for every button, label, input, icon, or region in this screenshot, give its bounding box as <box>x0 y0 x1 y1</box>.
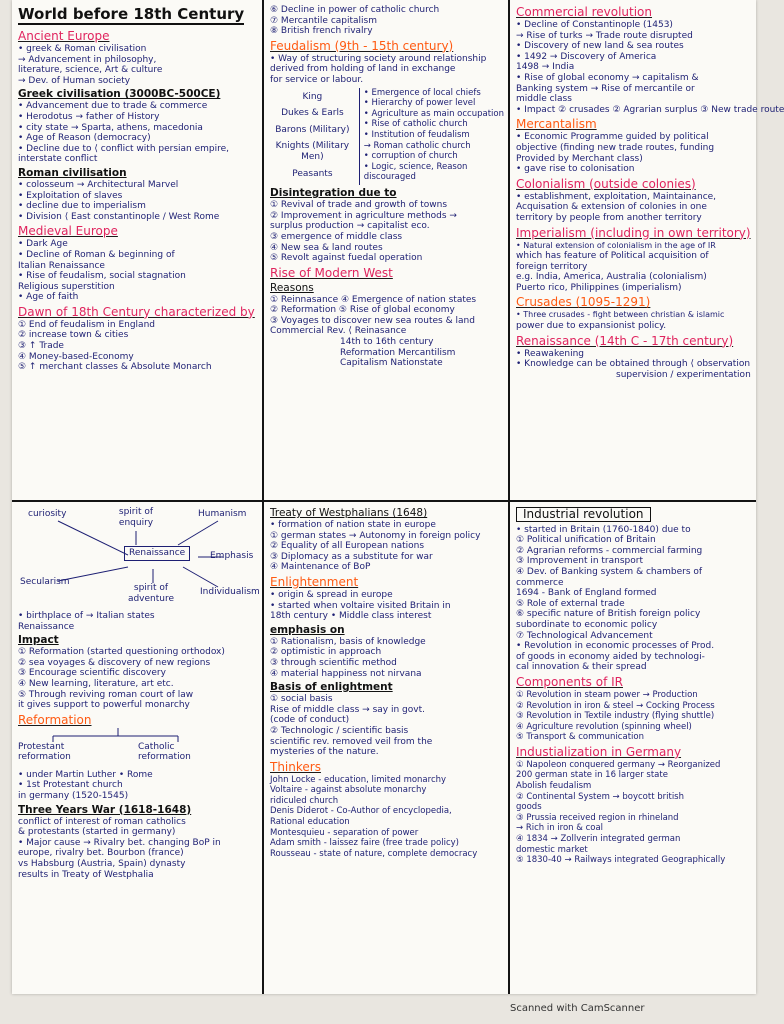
list-item: • Age of faith <box>18 292 79 303</box>
list-item: ④ 1834 → Zollverin integrated german <box>516 834 681 845</box>
list-item: goods <box>516 802 542 813</box>
list-colonialism <box>516 192 752 224</box>
list-item: ① Napoleon conquered germany → Reorganized <box>516 759 721 770</box>
list-item: e.g. India, America, Australia (colonialism) <box>516 272 707 283</box>
list-industrialization-germany <box>516 760 752 866</box>
heading-basis-of-enlightenment: Basis of enlightment <box>270 681 393 694</box>
list-item: • Institution of feudalism <box>363 129 470 140</box>
list-item: objective (finding new trade routes, funding <box>516 142 715 153</box>
pyramid-level: King <box>302 91 323 102</box>
pyramid-level: Knights (Military Men) <box>275 141 350 162</box>
list-item: • corruption of church <box>363 151 458 162</box>
heading-rise-of-modern-west: Rise of Modern West <box>270 265 393 280</box>
list-item: ② increase town & cities <box>18 330 129 341</box>
list-item: ① End of feudalism in England <box>18 319 155 330</box>
subheading-reasons: Reasons <box>270 281 314 294</box>
list-item: & protestants (started in germany) <box>18 827 176 838</box>
list-item: Adam smith - laissez faire (free trade policy) <box>270 838 459 849</box>
heading-renaissance: Renaissance (14th C - 17th century) <box>516 333 734 348</box>
list-item: ④ Money-based-Economy <box>18 351 134 362</box>
list-dawn-18th-century <box>18 320 258 373</box>
list-item: • Agriculture as main occupation <box>363 108 504 119</box>
feudal-pyramid <box>270 88 360 186</box>
list-item: ② sea voyages & discovery of new regions <box>18 657 211 668</box>
list-renaissance <box>516 349 752 381</box>
heading-commercial-revolution: Commercial revolution <box>516 5 653 19</box>
list-item: Abolish feudalism <box>516 781 592 792</box>
list-item: • Division ⟨ East constantinople / West Rome <box>18 211 220 222</box>
list-item: 18th century • Middle class interest <box>270 611 432 622</box>
list-item: ② optimistic in approach <box>270 647 382 658</box>
list-item: • Rise of catholic church <box>363 119 468 130</box>
list-item: mysteries of the nature. <box>270 747 379 758</box>
list-item: • decline due to imperialism <box>18 201 146 212</box>
panel-bottom-middle <box>264 502 508 994</box>
heading-imperialism: Imperialism (including in own territory) <box>516 225 751 240</box>
tree-branch: Catholic reformation <box>138 741 191 763</box>
list-item: 1498 → India <box>516 62 575 73</box>
list-item: • colosseum → Architectural Marvel <box>18 179 179 190</box>
list-emphasis-on <box>270 637 504 679</box>
word-map-center: Renaissance <box>124 546 190 561</box>
list-item: → Dev. of Human society <box>18 75 131 86</box>
list-crusades <box>516 310 752 331</box>
list-item: ⑤ Revolt against fuedal operation <box>270 253 423 264</box>
list-item: Rise of middle class → say in govt. <box>270 704 425 715</box>
list-item: ④ Dev. of Banking system & chambers of <box>516 566 703 577</box>
list-item: • Major cause → Rivalry bet. changing BoP in <box>18 837 221 848</box>
list-item: ③ Encourage scientific discovery <box>18 668 166 679</box>
list-item: it gives support to powerful monarchy <box>18 700 190 711</box>
list-item: • origin & spread in europe <box>270 589 393 600</box>
list-item: • Natural extension of colonialism in the age of IR <box>516 240 716 250</box>
list-item: ⑧ British french rivalry <box>270 26 373 37</box>
list-item: scientific rev. removed veil from the <box>270 736 433 747</box>
list-disintegration <box>270 200 504 264</box>
word-map-item: Individualism <box>200 587 260 597</box>
list-item: foreign territory <box>516 261 588 272</box>
list-item: derived from holding of land in exchange <box>270 64 456 75</box>
tree-branch: Protestant reformation <box>18 741 71 763</box>
list-ancient-europe <box>18 44 258 86</box>
pyramid-level: Dukes & Earls <box>281 108 344 119</box>
heading-emphasis-on: emphasis on <box>270 623 345 636</box>
heading-reformation: Reformation <box>18 712 92 727</box>
list-item: ③ emergence of middle class <box>270 231 403 242</box>
list-item: ③ Voyages to discover new sea routes & land <box>270 315 475 326</box>
list-item: commerce <box>516 577 564 588</box>
heading-ancient-europe: Ancient Europe <box>18 29 110 43</box>
list-feudalism <box>270 54 504 86</box>
list-item: ① Political unification of Britain <box>516 535 656 546</box>
heading-colonialism: Colonialism (outside colonies) <box>516 176 696 191</box>
word-map-item: curiosity <box>28 509 67 519</box>
scan-watermark: Scanned with CamScanner <box>510 1003 645 1014</box>
list-renaissance-birthplace <box>18 611 258 632</box>
list-item: which has feature of Political acquisition of <box>516 251 709 262</box>
list-item: • Dark Age <box>18 239 68 250</box>
list-item: supervision / experimentation <box>616 369 751 380</box>
list-item: ⑦ Technological Advancement <box>516 630 653 641</box>
list-item: Italian Renaissance <box>18 260 105 271</box>
heading-medieval-europe: Medieval Europe <box>18 224 118 239</box>
list-dawn-continued <box>270 5 504 37</box>
list-item: • Advancement due to trade & commerce <box>18 101 208 112</box>
list-item: → Rise of turks → Trade route disrupted <box>516 30 693 41</box>
heading-feudalism: Feudalism (9th - 15th century) <box>270 38 454 53</box>
list-item: ⑤ ↑ merchant classes & Absolute Monarch <box>18 362 212 373</box>
list-item: • started when voltaire visited Britain in <box>270 600 451 611</box>
list-item: ⑥ Decline in power of catholic church <box>270 5 440 15</box>
list-item: • establishment, exploitation, Maintainance, <box>516 191 717 202</box>
list-item: surplus production → capitalist eco. <box>270 221 430 232</box>
reformation-tree <box>18 728 258 764</box>
list-basis-of-enlightenment <box>270 694 504 758</box>
list-item: Acquisation & extension of colonies in one <box>516 202 707 213</box>
list-enlightenment <box>270 590 504 622</box>
list-item: Reformation Mercantilism <box>340 347 456 358</box>
list-item: • greek & Roman civilisation <box>18 44 147 54</box>
list-item: discouraged <box>363 172 416 183</box>
list-item: interstate conflict <box>18 154 98 165</box>
heading-disintegration: Disintegration due to <box>270 187 397 200</box>
list-industrial-revolution <box>516 525 752 673</box>
list-item: ④ New learning, literature, art etc. <box>18 678 174 689</box>
list-item: • Impact ② crusades ② Agrarian surplus ③ New trade route <box>516 104 784 115</box>
heading-three-years-war: Three Years War (1618-1648) <box>18 803 192 816</box>
list-item: • Rise of global economy → capitalism & <box>516 72 699 83</box>
list-item: cal innovation & their spread <box>516 662 647 673</box>
heading-mercantalism: Mercantalism <box>516 117 597 132</box>
list-item: • Way of structuring society around relationship <box>270 53 487 64</box>
list-item: John Locke - education, limited monarchy <box>270 774 447 785</box>
list-item: Commercial Rev. ⟨ Reinasance <box>270 326 407 337</box>
list-item: ① Rationalism, basis of knowledge <box>270 636 426 647</box>
list-item: ① german states → Autonomy in foreign policy <box>270 530 481 541</box>
heading-impact: Impact <box>18 634 59 647</box>
list-item: Capitalism Nationstate <box>340 358 443 369</box>
list-item: Rational education <box>270 817 350 828</box>
list-item: ④ Agriculture revolution (spinning wheel) <box>516 721 692 732</box>
list-item: ② Revolution in iron & steel → Cocking Process <box>516 700 715 711</box>
list-item: • birthplace of → Italian states <box>18 611 155 621</box>
panel-top-middle <box>264 2 508 499</box>
list-item: • Decline of Constantinople (1453) <box>516 20 673 30</box>
list-imperialism <box>516 241 752 294</box>
panel-bottom-right <box>510 502 756 994</box>
pyramid-level: Peasants <box>292 168 333 179</box>
list-item: ① Revival of trade and growth of towns <box>270 200 448 211</box>
list-item: subordinate to economic policy <box>516 619 658 630</box>
renaissance-word-map <box>18 505 258 609</box>
list-item: Puerto rico, Philippines (imperialism) <box>516 282 682 293</box>
list-item: Rousseau - state of nature, complete democracy <box>270 848 478 859</box>
list-item: • under Martin Luther • Rome <box>18 769 153 780</box>
list-greek-civilisation <box>18 101 258 165</box>
list-item: of goods in economy aided by technologi- <box>516 651 705 662</box>
list-item: ④ material happiness not nirvana <box>270 668 422 679</box>
list-item: ⑤ Through reviving roman court of law <box>18 689 194 700</box>
heading-greek-civilisation: Greek civilisation (3000BC-500CE) <box>18 88 221 101</box>
list-item: europe, rivalry bet. Bourbon (france) <box>18 848 184 859</box>
list-item: power due to expansionist policy. <box>516 321 667 332</box>
list-item: conflict of interest of roman catholics <box>18 816 186 827</box>
list-item: ridiculed church <box>270 795 339 806</box>
list-item: ② Continental System → boycott british <box>516 791 684 802</box>
list-treaty-westphalia <box>270 520 504 573</box>
heading-enlightenment: Enlightenment <box>270 574 359 589</box>
list-item: ⑤ Transport & communication <box>516 732 644 743</box>
list-item: • Revolution in economic processes of Prod. <box>516 641 715 652</box>
list-item: in germany (1520-1545) <box>18 790 129 801</box>
list-item: ④ New sea & land routes <box>270 242 383 253</box>
panel-top-left <box>12 2 262 499</box>
heading-industrialization-germany: Industialization in Germany <box>516 744 682 759</box>
list-item: 1694 - Bank of England formed <box>516 588 657 599</box>
list-item: ② Improvement in agriculture methods → <box>270 210 457 221</box>
list-item: • Discovery of new land & sea routes <box>516 41 684 52</box>
list-item: • 1st Protestant church <box>18 780 123 791</box>
list-item: ② Equality of all European nations <box>270 541 425 552</box>
list-medieval-europe <box>18 239 258 303</box>
list-item: • Reawakening <box>516 348 584 359</box>
list-item: ② Technologic / scientific basis <box>270 725 409 736</box>
list-item: • Herodotus → father of History <box>18 111 160 122</box>
pyramid-level: Barons (Military) <box>275 124 350 135</box>
panel-top-right <box>510 2 784 499</box>
feudalism-features <box>360 88 504 186</box>
list-item: • Decline of Roman & beginning of <box>18 249 175 260</box>
list-item: middle class <box>516 94 572 105</box>
list-reformation <box>18 770 258 802</box>
list-item: ④ Maintenance of BoP <box>270 562 371 573</box>
list-item: Provided by Merchant class) <box>516 153 643 164</box>
list-item: Renaissance <box>18 621 75 632</box>
list-item: • Exploitation of slaves <box>18 190 123 201</box>
list-item: 200 german state in 16 larger state <box>516 770 668 781</box>
list-item: ③ Revolution in Textile industry (flying shuttle) <box>516 711 715 722</box>
list-item: ⑤ 1830-40 → Railways integrated Geographically <box>516 855 726 866</box>
list-item: ① Reinnasance ④ Emergence of nation states <box>270 294 477 305</box>
list-item: → Advancement in philosophy, <box>18 54 157 65</box>
word-map-item: Humanism <box>198 509 247 519</box>
heading-treaty-westphalia: Treaty of Westphalians (1648) <box>270 507 428 519</box>
list-roman-civilisation <box>18 180 258 222</box>
word-map-item: Secularism <box>20 577 70 587</box>
list-modern-west <box>270 295 504 369</box>
list-item: • Age of Reason (democracy) <box>18 133 151 144</box>
list-three-years-war <box>18 817 258 881</box>
list-item: • Rise of feudalism, social stagnation <box>18 271 186 282</box>
list-item: 14th to 16th century <box>340 337 434 348</box>
list-item: ② Reformation ⑤ Rise of global economy <box>270 305 455 316</box>
list-item: territory by people from another territory <box>516 212 702 223</box>
list-item: • Decline due to ⟨ conflict with persian empire, <box>18 143 230 154</box>
list-item: • Hierarchy of power level <box>363 98 476 109</box>
list-item: Voltaire - against absolute monarchy <box>270 785 427 796</box>
heading-dawn-18th-century: Dawn of 18th Century characterized by <box>18 304 255 319</box>
heading-thinkers: Thinkers <box>270 759 321 774</box>
list-item: Denis Diderot - Co-Author of encyclopedia, <box>270 806 452 817</box>
list-item: • Logic, science, Reason <box>363 161 468 172</box>
list-item: • formation of nation state in europe <box>270 520 436 530</box>
list-item: domestic market <box>516 844 588 855</box>
list-item: ⑤ Role of external trade <box>516 598 625 609</box>
list-mercantalism <box>516 132 752 174</box>
list-item: ③ Prussia received region in rhineland <box>516 812 679 823</box>
list-item: • Three crusades - fight between christian & islamic <box>516 310 725 320</box>
list-item: • Economic Programme guided by political <box>516 132 709 143</box>
word-map-item: spirit of enquiry <box>118 507 154 528</box>
list-item: ② Agrarian reforms - commercial farming <box>516 545 703 556</box>
list-item: ③ Improvement in transport <box>516 556 643 567</box>
word-map-item: Emphasis <box>210 551 254 561</box>
list-item: (code of conduct) <box>270 715 350 726</box>
list-item: ① Revolution in steam power → Production <box>516 689 698 700</box>
list-item: ③ ↑ Trade <box>18 341 64 352</box>
list-impact <box>18 647 258 711</box>
list-item: Montesquieu - separation of power <box>270 827 419 838</box>
list-item: ③ through scientific method <box>270 657 397 668</box>
list-item: • gave rise to colonisation <box>516 164 635 175</box>
list-components-of-ir <box>516 690 752 743</box>
list-item: • 1492 → Discovery of America <box>516 51 657 62</box>
list-item: Religious superstition <box>18 281 115 292</box>
list-item: Banking system → Rise of mercantile or <box>516 83 695 94</box>
list-item: vs Habsburg (Austria, Spain) dynasty <box>18 858 186 869</box>
list-item: results in Treaty of Westphalia <box>18 869 154 880</box>
list-thinkers <box>270 775 504 860</box>
heading-components-of-ir: Components of IR <box>516 674 623 689</box>
list-item: ① social basis <box>270 694 333 705</box>
heading-industrial-revolution: Industrial revolution <box>516 507 651 522</box>
heading-crusades: Crusades (1095-1291) <box>516 295 651 310</box>
list-item: • Emergence of local chiefs <box>363 87 481 98</box>
list-item: for service or labour. <box>270 74 364 85</box>
list-item: ⑦ Mercantile capitalism <box>270 15 378 26</box>
heading-roman-civilisation: Roman civilisation <box>18 166 127 179</box>
list-item: → Roman catholic church <box>363 140 471 151</box>
list-item: • started in Britain (1760-1840) due to <box>516 524 691 535</box>
list-item: literature, science, Art & culture <box>18 65 163 76</box>
list-item: ⑥ specific nature of British foreign policy <box>516 609 701 620</box>
list-item: → Rich in iron & coal <box>516 823 604 834</box>
list-item: ③ Diplomacy as a substitute for war <box>270 551 433 562</box>
list-item: • city state → Sparta, athens, macedonia <box>18 122 203 133</box>
list-commercial-revolution <box>516 20 784 115</box>
word-map-item: spirit of adventure <box>127 583 175 604</box>
list-item: • Knowledge can be obtained through ⟨ observation <box>516 359 751 370</box>
panel-bottom-left <box>12 502 262 994</box>
list-item: ① Reformation (started questioning orthodox) <box>18 647 225 658</box>
page-title: World before 18th Century <box>18 5 245 23</box>
